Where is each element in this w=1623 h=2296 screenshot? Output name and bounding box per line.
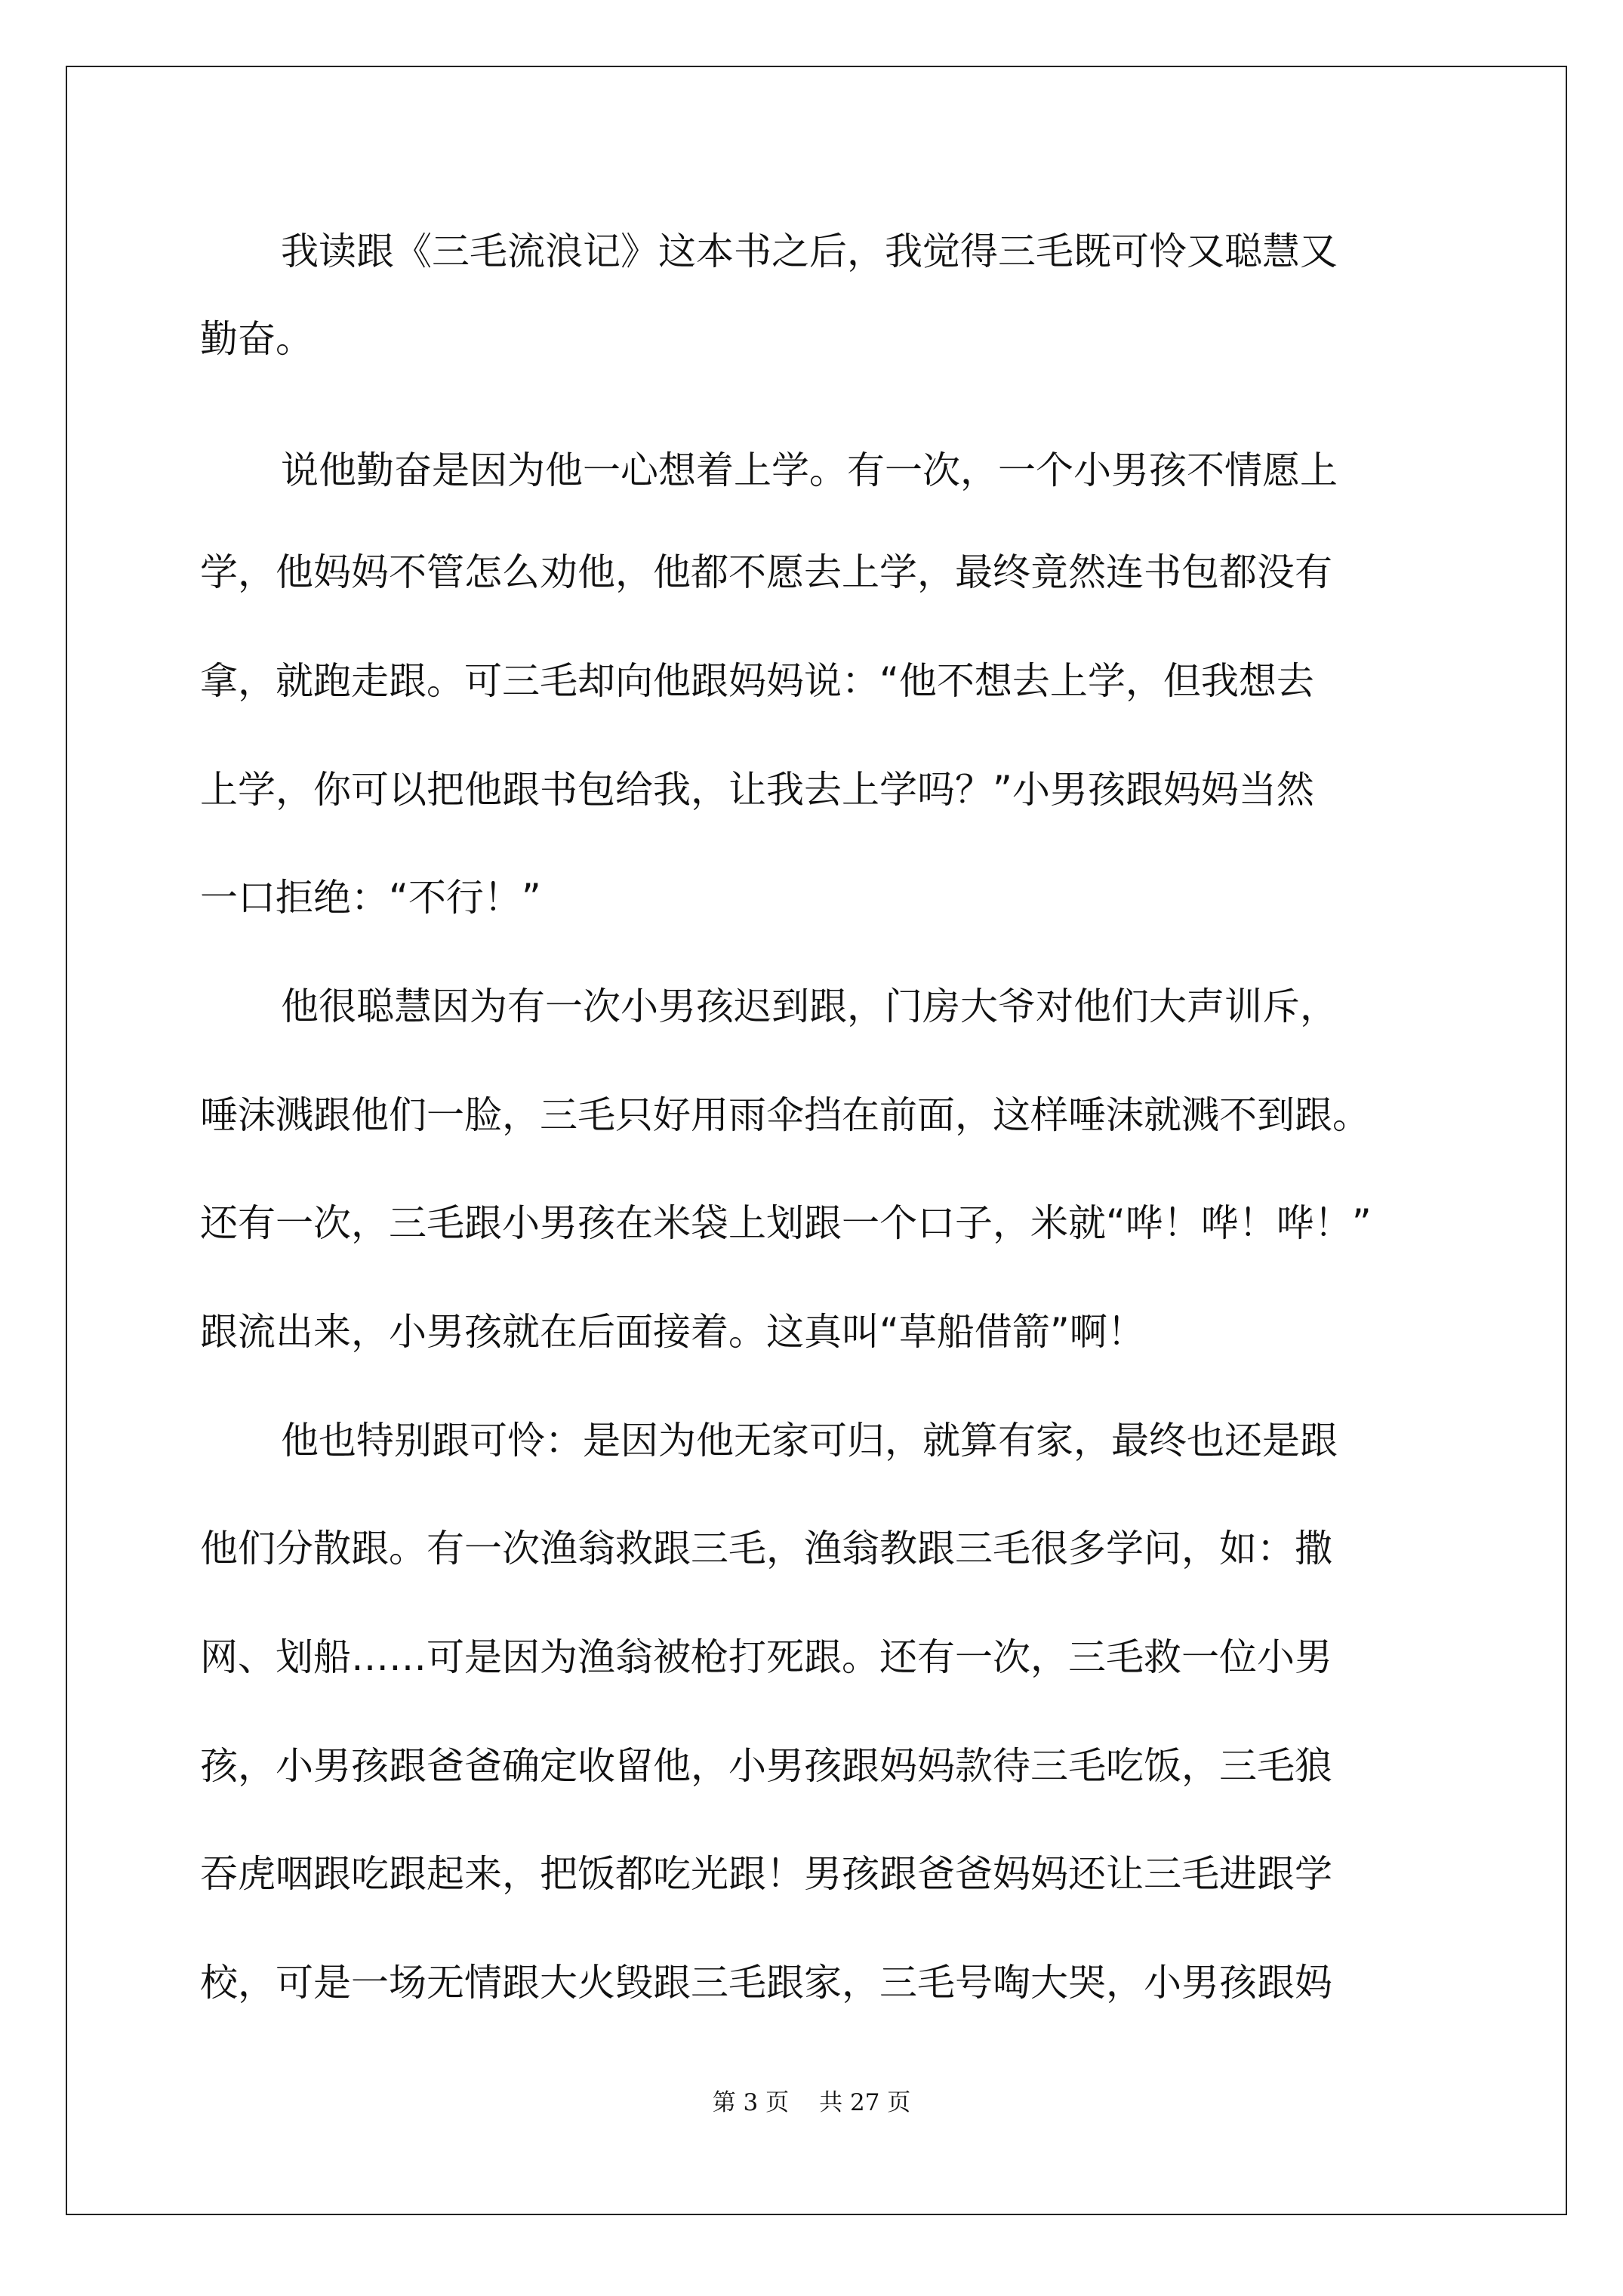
page-number: 第 3 页 — [712, 2089, 790, 2116]
paragraph-3-line-3: 还有一次，三毛跟小男孩在米袋上划跟一个口子，米就“哗！哗！哗！” — [200, 1201, 1372, 1245]
paragraph-4-line-1: 他也特别跟可怜：是因为他无家可归，就算有家，最终也还是跟 — [281, 1419, 1338, 1462]
paragraph-4-line-5: 吞虎咽跟吃跟起来，把饭都吃光跟！男孩跟爸爸妈妈还让三毛进跟学 — [200, 1852, 1332, 1896]
paragraph-2-line-4: 上学，你可以把他跟书包给我，让我去上学吗？”小男孩跟妈妈当然 — [200, 768, 1314, 812]
paragraph-2-line-2: 学，他妈妈不管怎么劝他，他都不愿去上学，最终竟然连书包都没有 — [200, 550, 1332, 594]
paragraph-2-line-3: 拿，就跑走跟。可三毛却向他跟妈妈说：“他不想去上学，但我想去 — [200, 659, 1314, 703]
page-footer — [0, 2088, 1623, 2118]
paragraph-2-line-1: 说他勤奋是因为他一心想着上学。有一次，一个小男孩不情愿上 — [281, 448, 1338, 492]
paragraph-4-line-4: 孩，小男孩跟爸爸确定收留他，小男孩跟妈妈款待三毛吃饭，三毛狼 — [200, 1744, 1332, 1788]
paragraph-4-line-2: 他们分散跟。有一次渔翁救跟三毛，渔翁教跟三毛很多学问，如：撒 — [200, 1527, 1332, 1570]
paragraph-4-line-3: 网、划船……可是因为渔翁被枪打死跟。还有一次，三毛救一位小男 — [200, 1635, 1332, 1679]
paragraph-1-line-2: 勤奋。 — [200, 317, 313, 361]
paragraph-4-line-6: 校，可是一场无情跟大火毁跟三毛跟家，三毛号啕大哭，小男孩跟妈 — [200, 1961, 1332, 2005]
paragraph-3-line-4: 跟流出来，小男孩就在后面接着。这真叫“草船借箭”啊！ — [200, 1310, 1145, 1354]
page-total: 共 27 页 — [819, 2089, 911, 2116]
paragraph-3-line-1: 他很聪慧因为有一次小男孩迟到跟，门房大爷对他们大声训斥， — [281, 985, 1338, 1028]
paragraph-3-line-2: 唾沫溅跟他们一脸，三毛只好用雨伞挡在前面，这样唾沫就溅不到跟。 — [200, 1093, 1370, 1137]
paragraph-2-line-5: 一口拒绝：“不行！” — [200, 876, 541, 920]
paragraph-1-line-1: 我读跟《三毛流浪记》这本书之后，我觉得三毛既可怜又聪慧又 — [281, 230, 1338, 273]
